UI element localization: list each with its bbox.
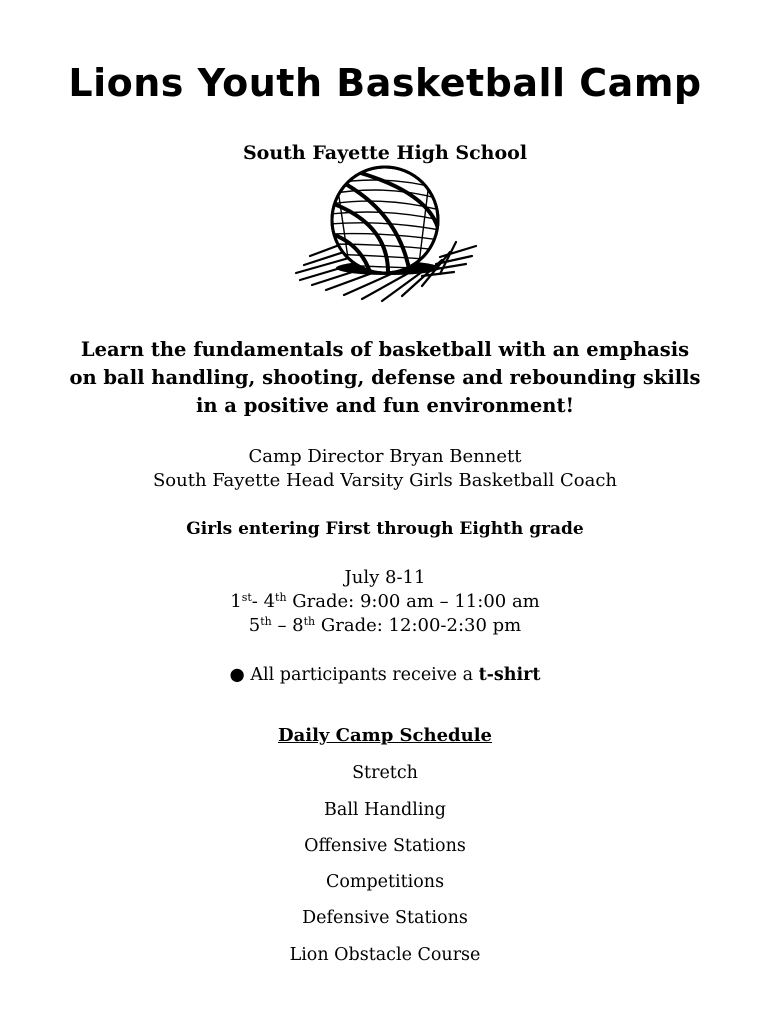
ordinal-suffix: th xyxy=(303,615,316,628)
session-hours: Grade: 12:00-2:30 pm xyxy=(315,615,522,636)
schedule-item: Stretch xyxy=(352,763,418,783)
schedule-item: Ball Handling xyxy=(324,800,446,820)
description-line: in a positive and fun environment! xyxy=(195,394,575,417)
description-line: Learn the fundamentals of basketball with an emphasis xyxy=(80,338,690,361)
grade-start: 1 xyxy=(230,591,242,612)
session-time xyxy=(0,590,770,614)
ordinal-suffix: th xyxy=(260,615,272,628)
grade-start: 5 xyxy=(248,615,261,636)
bullet-icon: ● xyxy=(229,665,245,685)
schedule-item: Lion Obstacle Course xyxy=(289,945,481,965)
perk-item: t-shirt xyxy=(478,665,541,685)
perk-text: All participants receive a xyxy=(244,665,479,685)
grade-separator: - xyxy=(251,591,264,612)
session-time xyxy=(0,614,770,638)
director-title: South Fayette Head Varsity Girls Basketball Coach xyxy=(152,470,618,491)
schedule-item: Defensive Stations xyxy=(302,908,468,928)
session-hours: Grade: 9:00 am – 11:00 am xyxy=(286,591,540,612)
grade-separator: – xyxy=(271,615,293,636)
eligibility: Girls entering First through Eighth grade xyxy=(186,519,584,539)
camp-dates: July 8-11 xyxy=(344,567,426,588)
schedule-heading: Daily Camp Schedule xyxy=(277,725,493,746)
camp-description xyxy=(0,336,770,420)
grade-end: 8 xyxy=(292,615,304,636)
school-name: South Fayette High School xyxy=(242,142,528,164)
tshirt-note xyxy=(0,663,770,687)
description-line: on ball handling, shooting, defense and rebounding skills xyxy=(69,366,701,389)
ordinal-suffix: st xyxy=(241,591,252,604)
grade-end: 4 xyxy=(263,591,276,612)
schedule-item: Offensive Stations xyxy=(304,836,466,856)
camp-director: Camp Director Bryan Bennett xyxy=(248,446,522,467)
ordinal-suffix: th xyxy=(275,591,287,604)
page-title: Lions Youth Basketball Camp xyxy=(68,61,702,105)
schedule-item: Competitions xyxy=(325,872,445,892)
basketball-icon xyxy=(290,164,480,309)
